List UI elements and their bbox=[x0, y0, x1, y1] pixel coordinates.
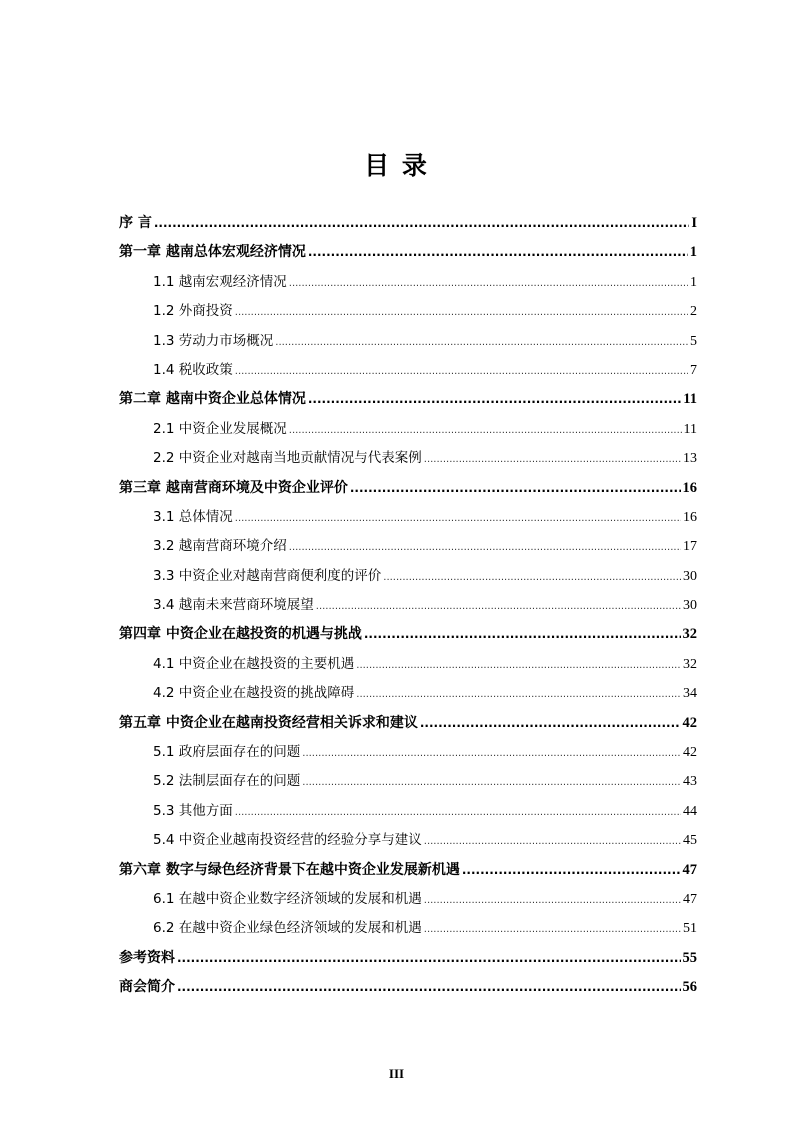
toc-leader-dots bbox=[235, 798, 681, 827]
toc-entry-label: 1.4 税收政策 bbox=[153, 361, 233, 378]
toc-leader-dots bbox=[383, 563, 681, 592]
toc-section-entry[interactable] bbox=[119, 327, 697, 356]
toc-section-entry[interactable] bbox=[119, 415, 697, 444]
toc-entry-page: 42 bbox=[682, 714, 697, 731]
toc-entry-page: 16 bbox=[683, 509, 697, 525]
toc-entry-label: 4.1 中资企业在越投资的主要机遇 bbox=[153, 655, 355, 672]
toc-section-entry[interactable] bbox=[119, 650, 697, 679]
toc-entry-label: 第三章 越南营商环境及中资企业评价 bbox=[119, 479, 348, 496]
toc-entry-label: 第六章 数字与绿色经济背景下在越中资企业发展新机遇 bbox=[119, 861, 460, 878]
toc-entry-page: 32 bbox=[682, 626, 697, 643]
toc-chapter-entry[interactable] bbox=[119, 209, 697, 238]
toc-entry-page: 47 bbox=[683, 891, 697, 907]
toc-leader-dots bbox=[424, 827, 681, 856]
toc-leader-dots bbox=[316, 592, 681, 621]
toc-leader-dots bbox=[289, 533, 681, 562]
toc-chapter-entry[interactable] bbox=[119, 856, 697, 885]
toc-leader-dots bbox=[350, 474, 681, 503]
toc-entry-label: 第一章 越南总体宏观经济情况 bbox=[119, 244, 306, 261]
toc-section-entry[interactable] bbox=[119, 591, 697, 620]
toc-section-entry[interactable] bbox=[119, 532, 697, 561]
toc-entry-page: 11 bbox=[683, 421, 697, 437]
toc-section-entry[interactable] bbox=[119, 797, 697, 826]
toc-leader-dots bbox=[177, 944, 681, 973]
toc-entry-label: 5.2 法制层面存在的问题 bbox=[153, 773, 301, 790]
toc-section-entry[interactable] bbox=[119, 297, 697, 326]
toc-entry-label: 5.4 中资企业越南投资经营的经验分享与建议 bbox=[153, 832, 422, 849]
toc-chapter-entry[interactable] bbox=[119, 944, 697, 973]
toc-leader-dots bbox=[235, 357, 688, 386]
toc-entry-label: 2.1 中资企业发展概况 bbox=[153, 420, 287, 437]
toc-entry-label: 1.3 劳动力市场概况 bbox=[153, 332, 274, 349]
toc-leader-dots bbox=[235, 504, 681, 533]
toc-entry-page: 45 bbox=[683, 833, 697, 849]
toc-entry-page: 55 bbox=[682, 949, 697, 966]
toc-entry-label: 4.2 中资企业在越投资的挑战障碍 bbox=[153, 685, 355, 702]
toc-entry-label: 序 言 bbox=[119, 215, 152, 231]
toc-entry-label: 第四章 中资企业在越投资的机遇与挑战 bbox=[119, 626, 362, 643]
table-of-contents bbox=[119, 209, 697, 1003]
toc-entry-page: 43 bbox=[683, 774, 697, 790]
toc-entry-label: 3.3 中资企业对越南营商便利度的评价 bbox=[153, 567, 382, 584]
toc-leader-dots bbox=[356, 680, 681, 709]
toc-entry-label: 商会简介 bbox=[119, 979, 175, 996]
toc-chapter-entry[interactable] bbox=[119, 238, 697, 267]
toc-entry-page: 42 bbox=[683, 745, 697, 761]
toc-section-entry[interactable] bbox=[119, 738, 697, 767]
toc-entry-label: 5.3 其他方面 bbox=[153, 802, 233, 819]
toc-chapter-entry[interactable] bbox=[119, 620, 697, 649]
toc-entry-page: 11 bbox=[683, 391, 697, 408]
toc-entry-page: I bbox=[691, 215, 697, 231]
toc-entry-label: 5.1 政府层面存在的问题 bbox=[153, 744, 301, 761]
toc-leader-dots bbox=[424, 445, 681, 474]
toc-section-entry[interactable] bbox=[119, 767, 697, 796]
toc-leader-dots bbox=[424, 915, 681, 944]
toc-chapter-entry[interactable] bbox=[119, 385, 697, 414]
toc-entry-label: 参考资料 bbox=[119, 949, 175, 966]
toc-entry-label: 第五章 中资企业在越南投资经营相关诉求和建议 bbox=[119, 714, 418, 731]
toc-section-entry[interactable] bbox=[119, 562, 697, 591]
toc-section-entry[interactable] bbox=[119, 679, 697, 708]
toc-leader-dots bbox=[424, 886, 681, 915]
toc-section-entry[interactable] bbox=[119, 503, 697, 532]
toc-entry-label: 第二章 越南中资企业总体情况 bbox=[119, 391, 306, 408]
toc-entry-label: 3.2 越南营商环境介绍 bbox=[153, 538, 287, 555]
toc-entry-page: 51 bbox=[683, 921, 697, 937]
toc-entry-page: 2 bbox=[690, 304, 697, 320]
toc-entry-page: 7 bbox=[690, 362, 697, 378]
toc-entry-page: 16 bbox=[682, 479, 697, 496]
page-title: 目 录 bbox=[364, 151, 429, 180]
toc-leader-dots bbox=[308, 385, 681, 414]
toc-entry-page: 17 bbox=[683, 539, 697, 555]
page-number: III bbox=[388, 1066, 405, 1081]
toc-entry-page: 32 bbox=[683, 656, 697, 672]
toc-entry-page: 13 bbox=[683, 451, 697, 467]
toc-entry-label: 3.4 越南未来营商环境展望 bbox=[153, 597, 314, 614]
toc-entry-label: 6.1 在越中资企业数字经济领域的发展和机遇 bbox=[153, 890, 422, 907]
toc-leader-dots bbox=[154, 209, 689, 238]
toc-entry-page: 44 bbox=[683, 803, 697, 819]
toc-section-entry[interactable] bbox=[119, 885, 697, 914]
toc-leader-dots bbox=[420, 709, 681, 738]
toc-section-entry[interactable] bbox=[119, 444, 697, 473]
toc-entry-page: 1 bbox=[690, 274, 697, 290]
toc-section-entry[interactable] bbox=[119, 826, 697, 855]
toc-chapter-entry[interactable] bbox=[119, 973, 697, 1002]
toc-chapter-entry[interactable] bbox=[119, 474, 697, 503]
toc-leader-dots bbox=[289, 416, 682, 445]
toc-entry-page: 1 bbox=[689, 244, 697, 261]
toc-entry-page: 56 bbox=[682, 979, 697, 996]
toc-chapter-entry[interactable] bbox=[119, 709, 697, 738]
toc-entry-page: 30 bbox=[683, 598, 697, 614]
toc-entry-page: 5 bbox=[690, 333, 697, 349]
toc-section-entry[interactable] bbox=[119, 268, 697, 297]
toc-leader-dots bbox=[177, 973, 681, 1002]
toc-entry-label: 1.2 外商投资 bbox=[153, 303, 233, 320]
toc-entry-page: 34 bbox=[683, 686, 697, 702]
toc-entry-label: 6.2 在越中资企业绿色经济领域的发展和机遇 bbox=[153, 920, 422, 937]
toc-entry-page: 47 bbox=[682, 861, 697, 878]
toc-leader-dots bbox=[308, 238, 688, 267]
toc-leader-dots bbox=[289, 269, 688, 298]
toc-leader-dots bbox=[302, 768, 681, 797]
toc-leader-dots bbox=[302, 739, 681, 768]
toc-leader-dots bbox=[462, 856, 681, 885]
toc-leader-dots bbox=[235, 298, 688, 327]
toc-entry-label: 1.1 越南宏观经济情况 bbox=[153, 273, 287, 290]
toc-section-entry[interactable] bbox=[119, 914, 697, 943]
toc-section-entry[interactable] bbox=[119, 356, 697, 385]
toc-entry-label: 3.1 总体情况 bbox=[153, 508, 233, 525]
toc-leader-dots bbox=[364, 620, 681, 649]
toc-entry-page: 30 bbox=[683, 568, 697, 584]
toc-leader-dots bbox=[275, 328, 688, 357]
toc-entry-label: 2.2 中资企业对越南当地贡献情况与代表案例 bbox=[153, 450, 422, 467]
toc-leader-dots bbox=[356, 651, 681, 680]
